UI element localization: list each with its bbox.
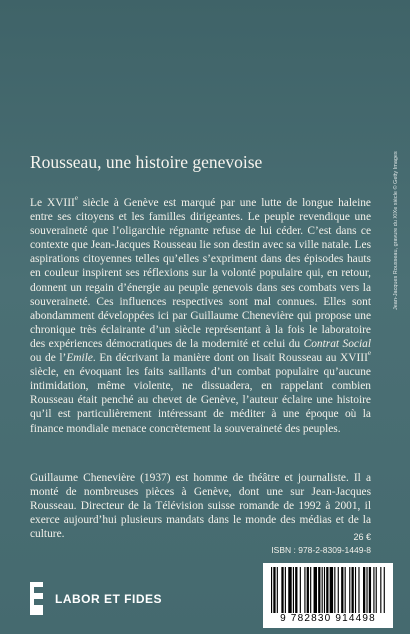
barcode-bars: [271, 567, 385, 613]
barcode-digits: 9 782830 914498: [280, 613, 376, 624]
barcode-bar: [293, 567, 294, 613]
publisher-name: LABOR ET FIDES: [55, 591, 163, 606]
publisher-logo: [30, 582, 162, 615]
barcode-bar: [341, 567, 343, 613]
barcode-bar: [307, 567, 309, 613]
work-title: Emile: [66, 352, 93, 365]
barcode-bar: [384, 567, 385, 613]
blurb-text: . En décrivant la manière dont on lisait Rousseau au XVIII: [92, 352, 368, 365]
barcode-bar: [281, 567, 283, 613]
isbn: ISBN : 978-2-8309-1449-8: [271, 545, 371, 555]
barcode-bar: [304, 567, 305, 613]
barcode-bar: [363, 567, 365, 613]
blurb-text: siècle, en évoquant les faits saillants d’un combat populaire qu’aucune intimidation, même violente, ne dissuadera, en rappelant combien Rousseau était penché au chevet de Genève, l’auteur éclaire une histoire qu’il est particulièrement intéressant de méditer à une époque où la finance mondiale menace concrètement la souveraineté des peuples.: [30, 366, 371, 435]
barcode-bar: [318, 567, 320, 613]
blurb-text: ou de l’: [30, 352, 67, 365]
barcode-bar: [376, 567, 377, 613]
barcode-bar: [273, 567, 275, 613]
barcode-bar: [338, 567, 339, 613]
barcode-bar: [334, 567, 335, 613]
barcode-bar: [295, 567, 297, 613]
author-bio: Guillaume Chenevière (1937) est homme de théâtre et journaliste. Il a monté de nombreuses pièces à Genève, dont une sur Jean-Jacques Rousseau. Directeur de la Télévision suisse romande de 1992 à 2001, il exerce aujourd’hui plusieurs mandats dans le monde des médias et de la culture.: [30, 472, 371, 541]
barcode-bar: [300, 567, 301, 613]
barcode-bar: [330, 567, 333, 613]
book-title: Rousseau, une histoire genevoise: [30, 152, 263, 172]
price: 26 €: [353, 532, 371, 542]
barcode-bar: [373, 567, 374, 613]
blurb-paragraph: [30, 196, 371, 436]
blurb-text: siècle à Genève est marqué par une lutte de longue haleine entre ses citoyens et les familles dirigeantes. Le peuple revendique une souveraineté que l’oligarchie régnante refuse de lui céder. C’est dans ce contexte que Jean-Jacques Rousseau lie son destin avec sa ville natale. Les aspirations citoyennes telles qu’elles s’expriment dans des épisodes hauts en couleur inspirent ses réflexions sur la volonté populaire qui, en retour, donnent un regain d’énergie au peuple genevois dans ses combats vers la souveraineté. Ces influences respectives sont mal connues. Elles sont abondamment développées ici par Guillaume Chenevière qui propose une chronique très éclairante d’un siècle représentant à la fois le laboratoire des expériences démocratiques de la modernité et celui du: [30, 197, 371, 350]
barcode-bar: [355, 567, 356, 613]
barcode-bar: [369, 567, 371, 613]
barcode-bar: [271, 567, 272, 613]
barcode-bar: [345, 567, 346, 613]
superscript: e: [367, 349, 371, 358]
barcode-bar: [352, 567, 354, 613]
barcode-bar: [277, 567, 278, 613]
barcode-bar: [380, 567, 381, 613]
barcode-bar: [366, 567, 367, 613]
barcode-bar: [322, 567, 323, 613]
barcode-bar: [310, 567, 311, 613]
publisher-logo-icon: [30, 582, 43, 615]
barcode-bar: [326, 567, 328, 613]
barcode-bar: [349, 567, 350, 613]
work-title: Contrat Social: [303, 337, 372, 350]
barcode-bar: [324, 567, 325, 613]
barcode-bar: [358, 567, 359, 613]
blurb-text: Le XVIII: [30, 197, 75, 209]
superscript: e: [74, 194, 78, 203]
barcode-bar: [285, 567, 286, 613]
barcode-bar: [314, 567, 317, 613]
barcode: [263, 563, 393, 628]
photo-credit: Jean-Jacques Rousseau, gravure du XIXe siècle © Getty Images: [393, 151, 399, 310]
barcode-bar: [288, 567, 291, 613]
